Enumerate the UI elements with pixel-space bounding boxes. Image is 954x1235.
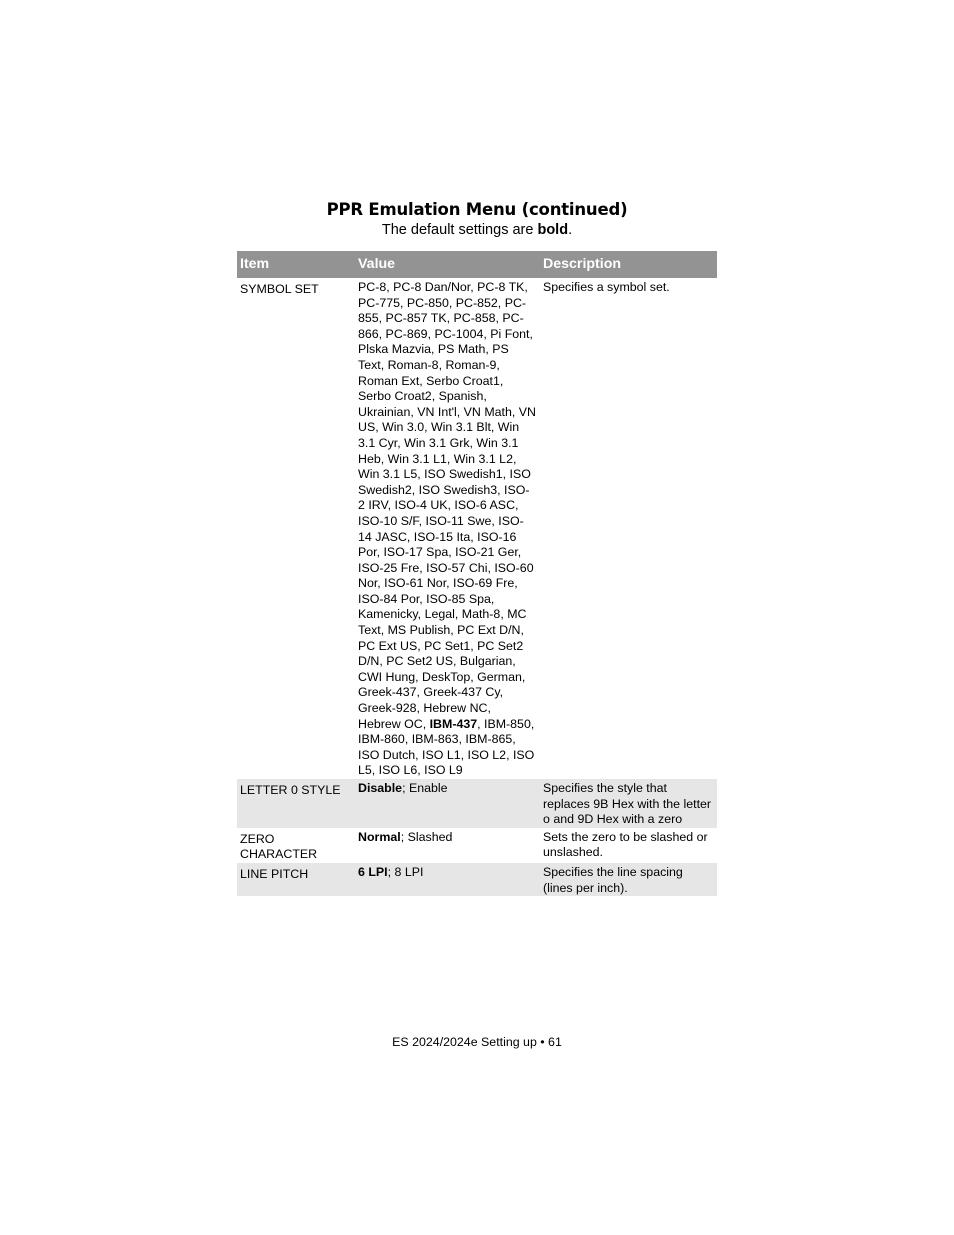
table-row bbox=[237, 863, 717, 896]
table-row bbox=[237, 278, 717, 779]
item-cell: LETTER 0 STYLE bbox=[237, 779, 355, 828]
value-text: PC-8, PC-8 Dan/Nor, PC-8 TK, PC-775, PC-850, PC-852, PC-855, PC-857 TK, PC-858, PC-866, PC-869, PC-1004, Pi Font, Plska Mazvia, PS Math, PS Text, Roman-8, Roman-9, Roman Ext, Serbo Croat1, Serbo Croat2, Spanish, Ukrainian, VN Int'l, VN Math, VN US, Win 3.0, Win 3.1 Blt, Win 3.1 Cyr, Win 3.1 Grk, Win 3.1 Heb, Win 3.1 L1, Win 3.1 L2, Win 3.1 L5, ISO Swedish1, ISO Swedish2, ISO Swedish3, ISO-2 IRV, ISO-4 UK, ISO-6 ASC, ISO-10 S/F, ISO-11 Swe, ISO-14 JASC, ISO-15 Ita, ISO-16 Por, ISO-17 Spa, ISO-21 Ger, ISO-25 Fre, ISO-57 Chi, ISO-60 Nor, ISO-61 Nor, ISO-69 Fre, ISO-84 Por, ISO-85 Spa, Kamenicky, Legal, Math-8, MC Text, MS Publish, PC Ext D/N, PC Ext US, PC Set1, PC Set2 D/N, PC Set2 US, Bulgarian, CWI Hung, DeskTop, German, Greek-437, Greek-437 Cy, Greek-928, Hebrew NC, Hebrew OC, bbox=[358, 280, 536, 731]
description-cell: Sets the zero to be slashed or unslashed. bbox=[543, 829, 708, 860]
item-cell: ZERO CHARACTER bbox=[240, 831, 318, 862]
emulation-menu-table bbox=[237, 251, 717, 896]
description-cell: Specifies the style that replaces 9B Hex with the letter o and 9D Hex with a zero bbox=[540, 779, 717, 828]
item-cell: LINE PITCH bbox=[237, 863, 355, 896]
subtitle-text: The default settings are bbox=[381, 222, 538, 238]
table-header-row bbox=[237, 251, 717, 278]
table-row bbox=[237, 779, 717, 828]
page-subtitle bbox=[0, 222, 954, 238]
item-cell: SYMBOL SET bbox=[240, 282, 319, 296]
page-title: PPR Emulation Menu (continued) bbox=[326, 200, 628, 219]
value-text: ; 8 LPI bbox=[387, 864, 424, 879]
default-value: 6 LPI bbox=[358, 864, 388, 879]
table-row bbox=[237, 828, 717, 863]
value-cell bbox=[355, 779, 540, 828]
subtitle-bold-word: bold bbox=[537, 222, 569, 238]
value-text: , IBM-850, IBM-860, IBM-863, IBM-865, ISO Dutch, ISO L1, ISO L2, ISO L5, ISO L6, ISO L9 bbox=[358, 716, 535, 778]
value-cell bbox=[355, 863, 540, 896]
value-cell bbox=[355, 828, 540, 863]
header-item: Item bbox=[237, 251, 355, 278]
subtitle-suffix: . bbox=[568, 222, 573, 238]
description-cell: Specifies the line spacing (lines per inch). bbox=[540, 863, 717, 896]
header-description: Description bbox=[540, 251, 717, 278]
value-cell bbox=[355, 278, 540, 779]
default-value: Normal bbox=[358, 829, 401, 844]
default-value: Disable bbox=[358, 781, 403, 795]
default-value: IBM-437 bbox=[429, 716, 478, 731]
header-value: Value bbox=[355, 251, 540, 278]
value-text: ; Slashed bbox=[400, 829, 453, 844]
description-cell: Specifies a symbol set. bbox=[543, 280, 670, 294]
page-footer: ES 2024/2024e Setting up • 61 bbox=[392, 1035, 562, 1049]
value-text: ; Enable bbox=[402, 781, 448, 795]
